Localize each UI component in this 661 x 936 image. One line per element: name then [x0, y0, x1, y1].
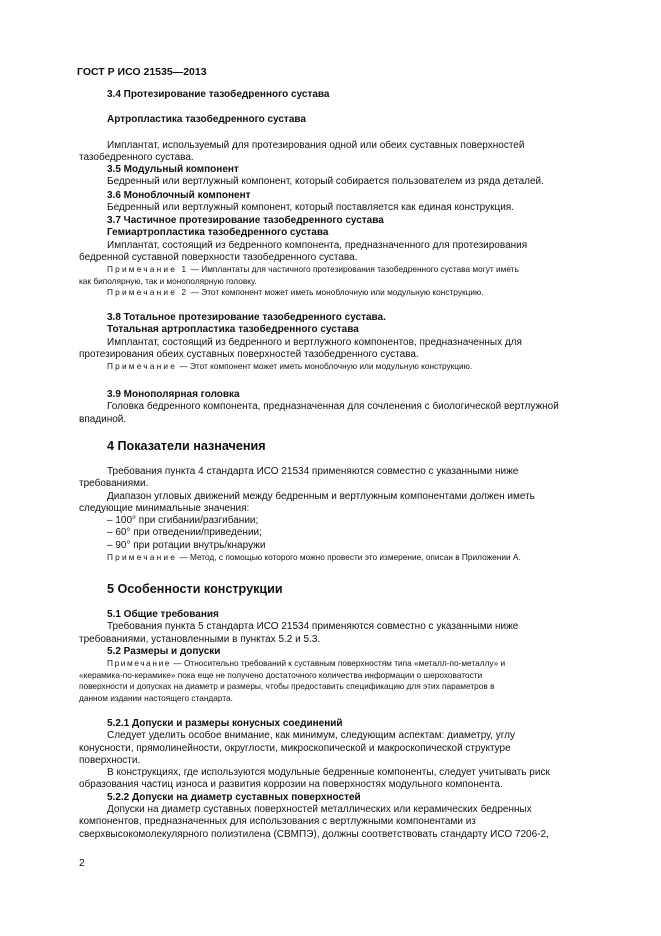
section-5-2-1: 5.2.1 Допуски и размеры конусных соединений Следует уделить особое внимание, как минимум, следующим аспектам: диаметру, углу конусности, прямолинейности, округлости, микроскопической и макроскопической структуре поверхности. В конструкциях, где используются модульные бедренные компоненты, следует учитывать риск образования частиц износа и развития коррозии на поверхностях модульного компонента. 5.2.2 Допуски на диаметр суставных поверхностей Допуски на диаметр суставных поверхностей металлических или керамических бедренных компонентов, предназначенных для использования с вертлужными компонентами из сверхвысокомолекулярного полиэтилена (СВМПЭ), должны соответствовать стандарту ИСО 7206-2,: [79, 718, 550, 840]
list-item: – 100° при сгибании/разгибании;: [107, 515, 259, 527]
list-item: – 60° при отведении/приведении;: [107, 527, 262, 539]
section-3-4-definition: Имплантат, используемый для протезирования одной или обеих суставных поверхностей тазобедренного сустава.: [79, 140, 525, 164]
section-3-7: 3.7 Частичное протезирование тазобедренного сустава Гемиартропластика тазобедренного сустава Имплантат, состоящий из бедренного компонента, предназначенного для протезирования бедренной суставной поверхности тазобедренного сустава. Примечание 1 — Имплантаты для частичного протезирования тазобедренного сустава могут иметь как биполярную, так и монополярную головку. Примечание 2 — Этот компонент может иметь моноблочную или модульную конструкцию.: [79, 215, 614, 299]
note: Примечание — Относительно требований к суставным поверхностям типа «металл-по-металлу» и: [107, 658, 506, 669]
list-item: – 90° при ротации внутрь/кнаружи: [107, 539, 266, 551]
page-number: 2: [79, 857, 85, 869]
note: Примечание — Метод, с помощью которого можно провести это измерение, описан в Приложении А.: [107, 552, 521, 563]
note: Примечание — Этот компонент может иметь моноблочную или модульную конструкцию.: [107, 361, 473, 372]
section-4-body: Требования пункта 4 стандарта ИСО 21534 применяются совместно с указанными ниже требованиями. Диапазон угловых движений между бедренным и вертлужным компонентами должен иметь следующие минимальные значения: – 100° при сгибании/разгибании; – 60° при отведении/приведении; – 90° при ротации внутрь/кнаружи Примечание — Метод, с помощью которого можно провести это измерение, описан в Приложении А.: [79, 466, 614, 564]
document-header: ГОСТ Р ИСО 21535—2013: [77, 66, 207, 78]
section-4-heading: 4 Показатели назначения: [107, 439, 266, 453]
section-3-9: 3.9 Монополярная головка Головка бедренного компонента, предназначенная для сочленения с биологической вертлужной впадиной.: [79, 389, 559, 425]
note: Примечание 1 — Имплантаты для частичного протезирования тазобедренного сустава могут иметь: [107, 264, 519, 275]
section-3-5: 3.5 Модульный компонент Бедренный или вертлужный компонент, который собирается пользователем из ряда деталей.: [107, 164, 544, 188]
section-3-8: 3.8 Тотальное протезирование тазобедренного сустава. Тотальная артропластика тазобедренного сустава Имплантат, состоящий из бедренного и вертлужного компонентов, предназначенных для протезирования обеих суставных поверхностей тазобедренного сустава. Примечание — Этот компонент может иметь моноблочную или модульную конструкцию.: [79, 312, 614, 373]
section-3-4-subheading: Артропластика тазобедренного сустава: [107, 114, 306, 125]
section-5-1: 5.1 Общие требования Требования пункта 5 стандарта ИСО 21534 применяются совместно с указанными ниже требованиями, установленными в пунктах 5.2 и 5.3. 5.2 Размеры и допуски Примечание — Относительно требований к суставным поверхностям типа «металл-по-металлу» и «керамика-по-керамике» пока еще не получено достаточного количества информации о шероховатости поверхности и допусках на диаметр и размеры, чтобы предоставить спецификацию для этих параметров в данном издании настоящего стандарта.: [79, 609, 614, 704]
section-3-6: 3.6 Моноблочный компонент Бедренный или вертлужный компонент, который поставляется как единая конструкция.: [107, 190, 514, 214]
section-5-heading: 5 Особенности конструкции: [107, 582, 283, 596]
note: Примечание 2 — Этот компонент может иметь моноблочную или модульную конструкцию.: [107, 287, 484, 298]
section-3-4-heading: 3.4 Протезирование тазобедренного сустава: [107, 89, 330, 100]
